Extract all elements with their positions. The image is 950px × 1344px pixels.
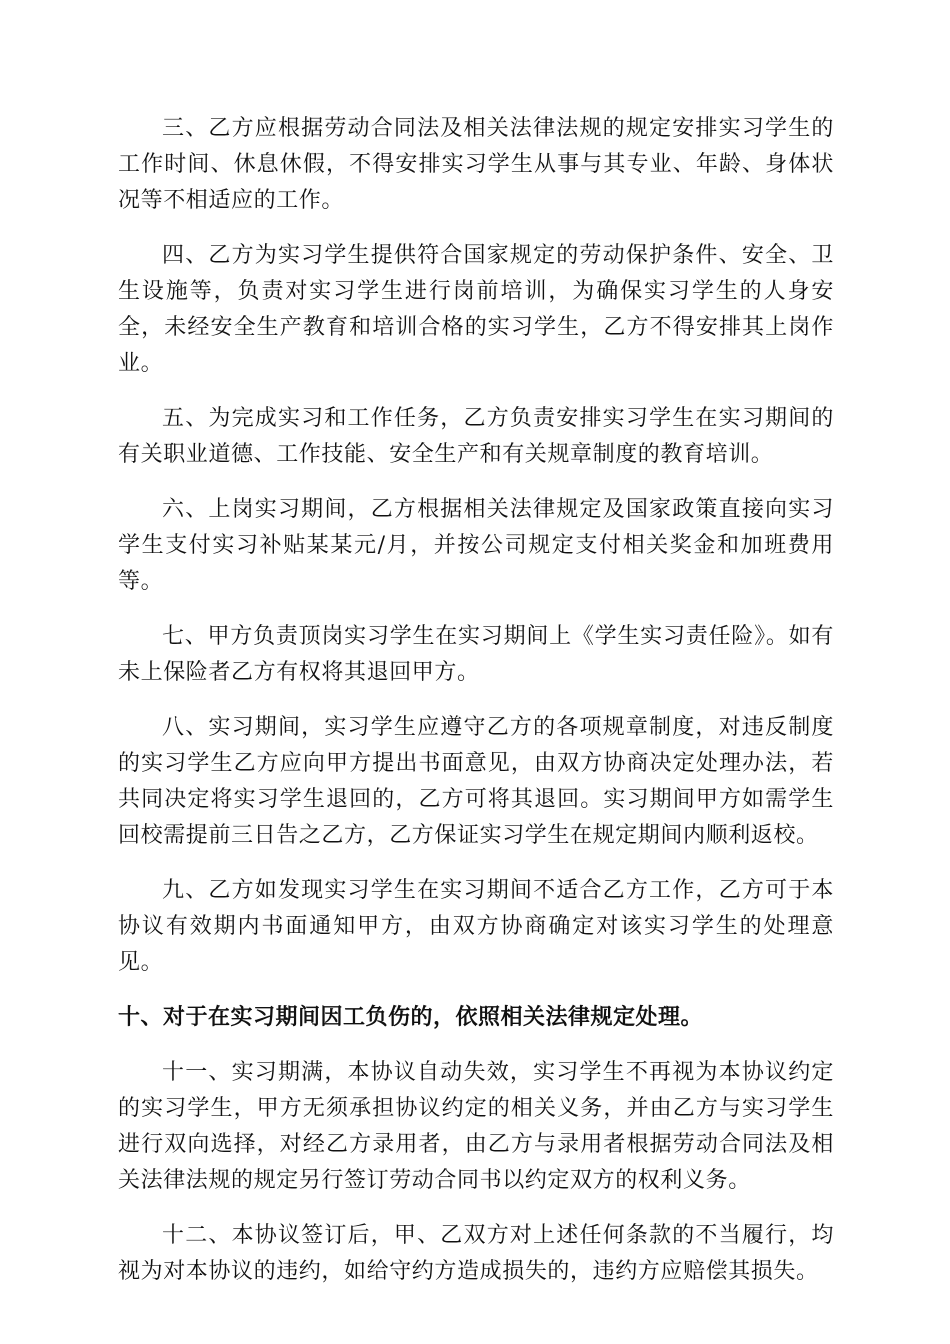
clause-12: 十二、本协议签订后，甲、乙双方对上述任何条款的不当履行，均视为对本协议的违约，如给守约方造成损失的，违约方应赔偿其损失。 xyxy=(118,1223,834,1284)
clause-3: 三、乙方应根据劳动合同法及相关法律法规的规定安排实习学生的工作时间、休息休假，不得安排实习学生从事与其专业、年龄、身体状况等不相适应的工作。 xyxy=(118,116,834,213)
document-body xyxy=(118,111,834,1309)
clause-9: 九、乙方如发现实习学生在实习期间不适合乙方工作，乙方可于本协议有效期内书面通知甲方，由双方协商确定对该实习学生的处理意见。 xyxy=(118,878,834,975)
clause-10-bold: 十、对于在实习期间因工负伤的，依照相关法律规定处理。 xyxy=(118,1005,704,1030)
clause-5: 五、为完成实习和工作任务，乙方负责安排实习学生在实习期间的有关职业道德、工作技能、安全生产和有关规章制度的教育培训。 xyxy=(118,406,834,467)
clause-8: 八、实习期间，实习学生应遵守乙方的各项规章制度，对违反制度的实习学生乙方应向甲方提出书面意见，由双方协商决定处理办法，若共同决定将实习学生退回的，乙方可将其退回。实习期间甲方如需学生回校需提前三日告之乙方，乙方保证实习学生在规定期间内顺利返校。 xyxy=(118,715,834,848)
clause-11: 十一、实习期满，本协议自动失效，实习学生不再视为本协议约定的实习学生，甲方无须承担协议约定的相关义务，并由乙方与实习学生进行双向选择，对经乙方录用者，由乙方与录用者根据劳动合同法及相关法律法规的规定另行签订劳动合同书以约定双方的权利义务。 xyxy=(118,1060,834,1193)
clause-7: 七、甲方负责顶岗实习学生在实习期间上《学生实习责任险》。如有未上保险者乙方有权将其退回甲方。 xyxy=(118,624,834,685)
clause-4: 四、乙方为实习学生提供符合国家规定的劳动保护条件、安全、卫生设施等，负责对实习学生进行岗前培训，为确保实习学生的人身安全，未经安全生产教育和培训合格的实习学生，乙方不得安排其上岗作业。 xyxy=(118,243,834,376)
clause-6: 六、上岗实习期间，乙方根据相关法律规定及国家政策直接向实习学生支付实习补贴某某元/月，并按公司规定支付相关奖金和加班费用等。 xyxy=(118,497,834,594)
